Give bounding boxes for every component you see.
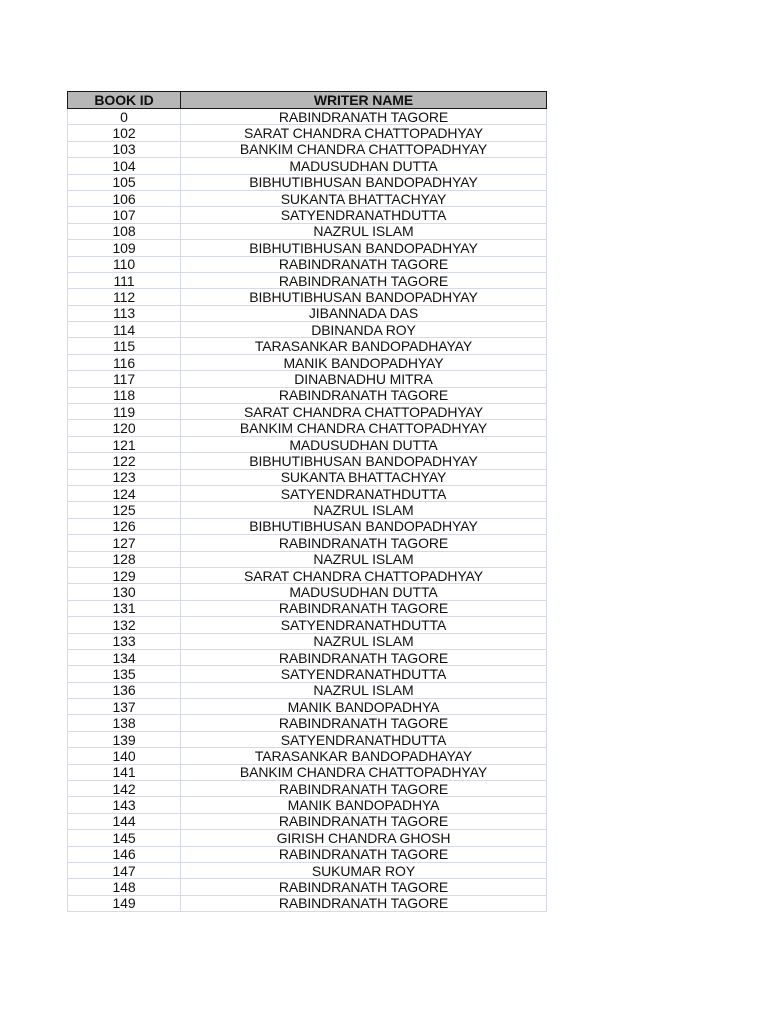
book-id-cell: 122 — [68, 453, 181, 469]
book-id-cell: 113 — [68, 305, 181, 321]
book-id-cell: 146 — [68, 846, 181, 862]
table-row — [68, 354, 547, 370]
writer-name-cell: SATYENDRANATHDUTTA — [181, 207, 547, 223]
table-row — [68, 895, 547, 911]
table-row — [68, 699, 547, 715]
table-row — [68, 846, 547, 862]
book-id-cell: 123 — [68, 469, 181, 485]
book-id-cell: 114 — [68, 322, 181, 338]
book-id-cell: 107 — [68, 207, 181, 223]
book-id-cell: 126 — [68, 518, 181, 534]
table-row — [68, 322, 547, 338]
book-id-cell: 129 — [68, 567, 181, 583]
book-id-cell: 127 — [68, 535, 181, 551]
table-row — [68, 584, 547, 600]
table-row — [68, 371, 547, 387]
book-id-cell: 125 — [68, 502, 181, 518]
writer-name-cell: SATYENDRANATHDUTTA — [181, 485, 547, 501]
writer-name-cell: TARASANKAR BANDOPADHAYAY — [181, 748, 547, 764]
table-row — [68, 125, 547, 141]
table-row — [68, 715, 547, 731]
spreadsheet-page — [67, 91, 546, 912]
writer-name-cell: RABINDRANATH TAGORE — [181, 879, 547, 895]
book-id-cell: 137 — [68, 699, 181, 715]
writer-name-cell: SARAT CHANDRA CHATTOPADHYAY — [181, 125, 547, 141]
table-row — [68, 420, 547, 436]
book-id-cell: 117 — [68, 371, 181, 387]
writer-name-cell: DBINANDA ROY — [181, 322, 547, 338]
book-id-cell: 105 — [68, 174, 181, 190]
writer-name-cell: BANKIM CHANDRA CHATTOPADHYAY — [181, 764, 547, 780]
writer-name-cell: NAZRUL ISLAM — [181, 551, 547, 567]
book-id-cell: 0 — [68, 109, 181, 125]
table-row — [68, 518, 547, 534]
writer-name-cell: NAZRUL ISLAM — [181, 682, 547, 698]
book-id-cell: 140 — [68, 748, 181, 764]
writer-name-cell: SATYENDRANATHDUTTA — [181, 617, 547, 633]
book-id-cell: 141 — [68, 764, 181, 780]
book-id-cell: 128 — [68, 551, 181, 567]
table-row — [68, 781, 547, 797]
book-id-cell: 121 — [68, 436, 181, 452]
table-row — [68, 485, 547, 501]
writer-name-cell: RABINDRANATH TAGORE — [181, 781, 547, 797]
writer-name-cell: SUKUMAR ROY — [181, 862, 547, 878]
table-row — [68, 109, 547, 125]
writer-name-cell: NAZRUL ISLAM — [181, 223, 547, 239]
table-row — [68, 862, 547, 878]
table-row — [68, 338, 547, 354]
book-id-cell: 136 — [68, 682, 181, 698]
table-row — [68, 830, 547, 846]
book-id-cell: 139 — [68, 731, 181, 747]
book-id-cell: 104 — [68, 158, 181, 174]
writer-name-cell: SARAT CHANDRA CHATTOPADHYAY — [181, 567, 547, 583]
book-id-cell: 119 — [68, 404, 181, 420]
book-id-cell: 108 — [68, 223, 181, 239]
book-id-cell: 144 — [68, 813, 181, 829]
writer-name-cell: RABINDRANATH TAGORE — [181, 813, 547, 829]
writer-name-cell: SARAT CHANDRA CHATTOPADHYAY — [181, 404, 547, 420]
table-row — [68, 617, 547, 633]
table-row — [68, 190, 547, 206]
table-row — [68, 387, 547, 403]
book-id-cell: 143 — [68, 797, 181, 813]
writer-name-cell: GIRISH CHANDRA GHOSH — [181, 830, 547, 846]
table-row — [68, 272, 547, 288]
writer-name-cell: BIBHUTIBHUSAN BANDOPADHYAY — [181, 289, 547, 305]
table-row — [68, 764, 547, 780]
table-row — [68, 256, 547, 272]
header-row — [68, 92, 547, 109]
writer-name-cell: BIBHUTIBHUSAN BANDOPADHYAY — [181, 518, 547, 534]
writer-name-cell: MANIK BANDOPADHYA — [181, 699, 547, 715]
writer-name-cell: RABINDRANATH TAGORE — [181, 649, 547, 665]
table-row — [68, 600, 547, 616]
writer-name-cell: RABINDRANATH TAGORE — [181, 109, 547, 125]
table-row — [68, 240, 547, 256]
table-row — [68, 469, 547, 485]
table-row — [68, 436, 547, 452]
writer-name-cell: MANIK BANDOPADHYA — [181, 797, 547, 813]
table-row — [68, 797, 547, 813]
writer-name-cell: MANIK BANDOPADHYAY — [181, 354, 547, 370]
book-id-cell: 130 — [68, 584, 181, 600]
writer-name-cell: SUKANTA BHATTACHYAY — [181, 190, 547, 206]
table-row — [68, 748, 547, 764]
header-book-id: BOOK ID — [68, 92, 181, 109]
writer-name-cell: NAZRUL ISLAM — [181, 633, 547, 649]
writer-name-cell: RABINDRANATH TAGORE — [181, 387, 547, 403]
writer-name-cell: RABINDRANATH TAGORE — [181, 895, 547, 911]
table-row — [68, 404, 547, 420]
writer-name-cell: JIBANNADA DAS — [181, 305, 547, 321]
book-id-cell: 133 — [68, 633, 181, 649]
book-id-cell: 116 — [68, 354, 181, 370]
table-row — [68, 453, 547, 469]
book-id-cell: 106 — [68, 190, 181, 206]
table-row — [68, 633, 547, 649]
writer-name-cell: DINABNADHU MITRA — [181, 371, 547, 387]
table-row — [68, 289, 547, 305]
writer-name-cell: TARASANKAR BANDOPADHAYAY — [181, 338, 547, 354]
book-id-cell: 147 — [68, 862, 181, 878]
writer-name-cell: RABINDRANATH TAGORE — [181, 600, 547, 616]
writer-name-cell: BIBHUTIBHUSAN BANDOPADHYAY — [181, 174, 547, 190]
book-id-cell: 118 — [68, 387, 181, 403]
writer-name-cell: SATYENDRANATHDUTTA — [181, 666, 547, 682]
writer-name-cell: BIBHUTIBHUSAN BANDOPADHYAY — [181, 240, 547, 256]
writer-name-cell: RABINDRANATH TAGORE — [181, 715, 547, 731]
book-writer-table — [67, 91, 547, 912]
book-id-cell: 138 — [68, 715, 181, 731]
book-id-cell: 149 — [68, 895, 181, 911]
book-id-cell: 110 — [68, 256, 181, 272]
writer-name-cell: SUKANTA BHATTACHYAY — [181, 469, 547, 485]
table-row — [68, 174, 547, 190]
table-row — [68, 158, 547, 174]
table-row — [68, 223, 547, 239]
book-id-cell: 132 — [68, 617, 181, 633]
writer-name-cell: RABINDRANATH TAGORE — [181, 256, 547, 272]
book-id-cell: 142 — [68, 781, 181, 797]
table-row — [68, 305, 547, 321]
table-row — [68, 649, 547, 665]
table-row — [68, 731, 547, 747]
book-id-cell: 120 — [68, 420, 181, 436]
book-id-cell: 102 — [68, 125, 181, 141]
writer-name-cell: RABINDRANATH TAGORE — [181, 272, 547, 288]
book-id-cell: 124 — [68, 485, 181, 501]
writer-name-cell: MADUSUDHAN DUTTA — [181, 436, 547, 452]
table-row — [68, 567, 547, 583]
book-id-cell: 109 — [68, 240, 181, 256]
writer-name-cell: RABINDRANATH TAGORE — [181, 535, 547, 551]
book-id-cell: 115 — [68, 338, 181, 354]
writer-name-cell: SATYENDRANATHDUTTA — [181, 731, 547, 747]
table-row — [68, 879, 547, 895]
table-row — [68, 535, 547, 551]
table-row — [68, 207, 547, 223]
book-id-cell: 134 — [68, 649, 181, 665]
writer-name-cell: RABINDRANATH TAGORE — [181, 846, 547, 862]
table-row — [68, 141, 547, 157]
table-body — [68, 109, 547, 912]
table-row — [68, 682, 547, 698]
book-id-cell: 131 — [68, 600, 181, 616]
writer-name-cell: BANKIM CHANDRA CHATTOPADHYAY — [181, 420, 547, 436]
table-row — [68, 813, 547, 829]
writer-name-cell: MADUSUDHAN DUTTA — [181, 158, 547, 174]
book-id-cell: 135 — [68, 666, 181, 682]
header-writer-name: WRITER NAME — [181, 92, 547, 109]
table-row — [68, 502, 547, 518]
book-id-cell: 148 — [68, 879, 181, 895]
writer-name-cell: MADUSUDHAN DUTTA — [181, 584, 547, 600]
book-id-cell: 145 — [68, 830, 181, 846]
writer-name-cell: BIBHUTIBHUSAN BANDOPADHYAY — [181, 453, 547, 469]
writer-name-cell: BANKIM CHANDRA CHATTOPADHYAY — [181, 141, 547, 157]
table-row — [68, 551, 547, 567]
book-id-cell: 103 — [68, 141, 181, 157]
writer-name-cell: NAZRUL ISLAM — [181, 502, 547, 518]
book-id-cell: 111 — [68, 272, 181, 288]
table-row — [68, 666, 547, 682]
book-id-cell: 112 — [68, 289, 181, 305]
